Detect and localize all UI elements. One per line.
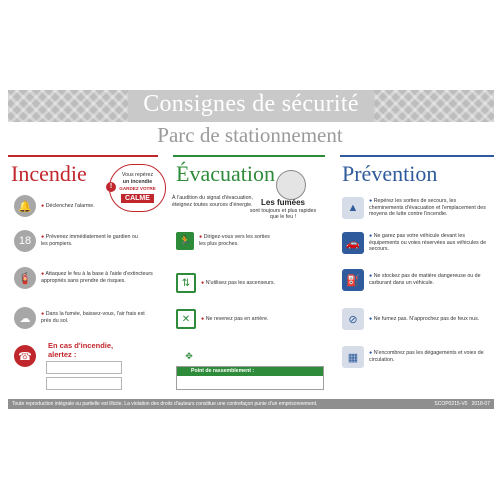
evacuation-title: Évacuation	[176, 161, 275, 186]
prevention-item-text: Repérez les sorties de secours, les cheminements d'évacuation et l'emplacement des moyens de lutte contre l'incendie.	[369, 198, 486, 218]
incendie-item-text: Attaquez le feu à la base à l'aide d'extincteurs appropriés sans prendre de risques.	[41, 271, 153, 284]
evacuation-rule	[173, 155, 325, 157]
prevention-item-parking: 🚗 ● Ne garez pas votre véhicule devant les équipements ou voies réservées aux véhicules de secours.	[342, 232, 492, 254]
incendie-item-alarm: 🔔 ● Déclenchez l'alarme.	[14, 195, 109, 217]
incendie-title: Incendie	[11, 161, 87, 186]
crawl-smoke-icon: ☁	[14, 307, 36, 329]
evacuation-item-elevator: ⇅ ● N'utilisez pas les ascenseurs.	[176, 273, 296, 293]
prevention-item-text: N'encombrez pas les dégagements et voies de circulation.	[369, 350, 484, 363]
safety-poster	[6, 87, 494, 412]
evacuation-item-text: N'utilisez pas les ascenseurs.	[205, 279, 275, 286]
legal-notice: Toute reproduction intégrale ou partielle est illicite. La violation des droits d'auteurs constitue une contrefaçon punie d'un emprisonnement.	[12, 401, 318, 407]
no-elevator-icon: ⇅	[176, 273, 196, 293]
callout-keep: GARDEZ VOTRE	[119, 185, 156, 191]
no-fuel-icon: ⛽	[342, 269, 364, 291]
exit-route-icon: ▲	[342, 197, 364, 219]
evacuation-item-text: Ne revenez pas en arrière.	[205, 315, 269, 322]
prevention-rule	[340, 155, 494, 157]
alert-line-1: En cas d'incendie,	[48, 341, 114, 350]
callout-line-2: un incendie	[122, 178, 153, 185]
ref-code: SCOP0215-V0	[434, 401, 468, 407]
poster-subtitle: Parc de stationnement	[157, 123, 343, 147]
alert-number-field-1[interactable]	[46, 361, 122, 374]
incendie-item-text: Déclenchez l'alarme.	[45, 202, 95, 209]
phone-18-icon: 18	[14, 230, 36, 252]
legal-footer	[8, 399, 494, 409]
prevention-item-exits: ▲ ● Repérez les sorties de secours, les cheminements d'évacuation et l'emplacement des moyens de lutte contre l'incendie.	[342, 197, 492, 219]
assembly-point-box[interactable]	[176, 366, 324, 390]
callout-calm: CALME	[121, 194, 154, 203]
fire-alarm-icon: 🔔	[14, 195, 36, 217]
extinguisher-icon: 🧯	[14, 267, 36, 289]
prevention-item-text: Ne fumez pas. N'approchez pas de feux nus.	[373, 315, 480, 322]
exit-arrow-icon: 🏃	[176, 232, 194, 250]
incendie-item-crawl: ☁ ● Dans la fumée, baissez-vous, l'air frais est près du sol.	[14, 307, 154, 329]
prevention-item-obstruction: ▦ ● N'encombrez pas les dégagements et voies de circulation.	[342, 346, 492, 368]
phone-icon: ☎	[14, 345, 36, 367]
assembly-point-label: Point de rassemblement :	[177, 367, 323, 376]
smoke-title: Les fumées	[260, 198, 306, 207]
alert-number-field-2[interactable]	[46, 377, 122, 390]
poster-title: Consignes de sécurité	[143, 91, 359, 117]
title-banner	[8, 90, 494, 122]
alert-heading	[48, 341, 113, 359]
ref-date: 2018-07	[471, 401, 490, 407]
evacuation-intro: À l'audition du signal d'évacuation, éteignez toutes sources d'énergie.	[172, 195, 253, 208]
alert-line-2: alertez :	[48, 350, 77, 359]
keep-calm-callout	[109, 164, 166, 212]
evacuation-item-return: ✕ ● Ne revenez pas en arrière.	[176, 309, 296, 329]
evacuation-item-text: Dirigez-vous vers les sorties les plus proches.	[199, 234, 270, 247]
prevention-item-fuel: ⛽ ● Ne stockez pas de matière dangereuse ou de carburant dans un véhicule.	[342, 269, 492, 291]
no-smoking-icon: ⊘	[342, 308, 364, 330]
reference-code	[434, 399, 490, 409]
smoke-line: sont toujours et plus rapides que le feu !	[249, 207, 317, 220]
no-parking-icon: 🚗	[342, 232, 364, 254]
no-return-icon: ✕	[176, 309, 196, 329]
incendie-item-call: 18 ● Prévenez immédiatement le gardien ou les pompiers.	[14, 230, 144, 252]
prevention-item-smoking: ⊘ ● Ne fumez pas. N'approchez pas de feux nus.	[342, 308, 492, 330]
assembly-point-icon: ✥	[185, 351, 193, 361]
evacuation-item-exit: 🏃 ● Dirigez-vous vers les sorties les plus proches.	[176, 232, 276, 250]
smoke-warning	[246, 182, 320, 220]
prevention-item-text: Ne garez pas votre véhicule devant les équipements ou voies réservées aux véhicules de secours.	[369, 233, 487, 253]
prevention-item-text: Ne stockez pas de matière dangereuse ou de carburant dans un véhicule.	[369, 273, 481, 286]
incendie-item-extinguish: 🧯 ● Attaquez le feu à la base à l'aide d'extincteurs appropriés sans prendre de risques.	[14, 267, 162, 289]
no-obstruction-icon: ▦	[342, 346, 364, 368]
prevention-title: Prévention	[342, 161, 438, 186]
exclamation-icon: !	[106, 182, 116, 192]
incendie-rule	[8, 155, 158, 157]
incendie-item-text: Dans la fumée, baissez-vous, l'air frais est près du sol.	[41, 311, 145, 324]
incendie-item-text: Prévenez immédiatement le gardien ou les pompiers.	[41, 234, 138, 247]
callout-line-1: Vous repérez	[121, 172, 154, 178]
